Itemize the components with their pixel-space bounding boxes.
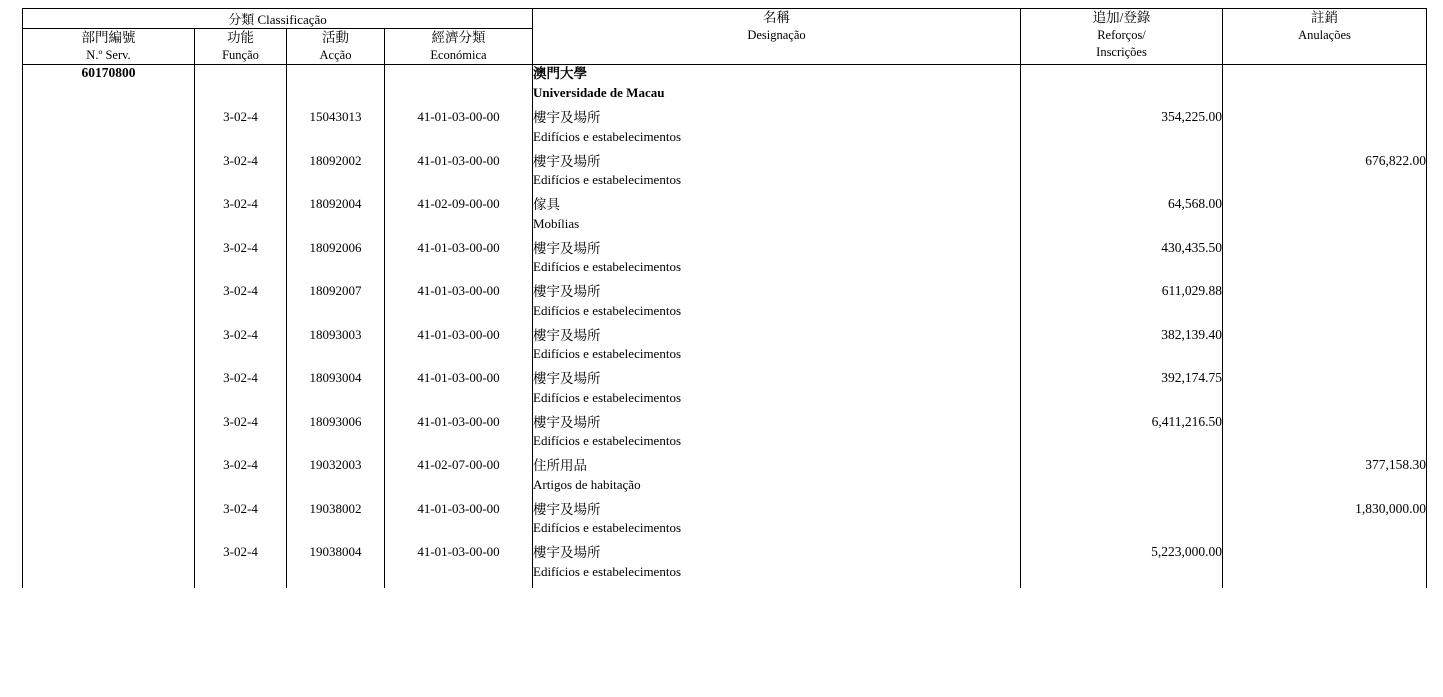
row-designacao-zh: 樓宇及場所	[533, 545, 601, 561]
row-designacao-pt: Artigos de habitação	[533, 476, 641, 492]
column-header-reforcos	[1021, 9, 1223, 65]
entity-accao	[287, 65, 385, 110]
row-designacao-pt: Edifícios e estabelecimentos	[533, 389, 682, 405]
row-anulacoes	[1223, 196, 1427, 240]
row-designacao-pt: Mobílias	[533, 215, 580, 231]
row-designacao	[533, 544, 1021, 588]
row-designacao-zh: 樓宇及場所	[533, 414, 601, 430]
row-designacao	[533, 196, 1021, 240]
table-row	[23, 370, 1427, 414]
row-designacao-pt: Edifícios e estabelecimentos	[533, 520, 682, 536]
entity-row	[23, 65, 1427, 110]
row-accao: 15043013	[287, 109, 385, 153]
budget-table	[22, 8, 1427, 588]
row-accao: 18092006	[287, 240, 385, 284]
row-reforcos: 611,029.88	[1021, 283, 1223, 327]
row-designacao	[533, 153, 1021, 197]
table-header-group-row	[23, 9, 1427, 29]
row-reforcos	[1021, 457, 1223, 501]
row-serv-no	[23, 457, 195, 501]
row-serv-no	[23, 109, 195, 153]
row-designacao-zh: 樓宇及場所	[533, 153, 601, 169]
row-anulacoes	[1223, 283, 1427, 327]
row-economica: 41-01-03-00-00	[385, 153, 533, 197]
column-header-anulacoes	[1223, 9, 1427, 65]
row-designacao-pt: Edifícios e estabelecimentos	[533, 172, 682, 188]
row-accao: 18092004	[287, 196, 385, 240]
row-designacao-zh: 樓宇及場所	[533, 371, 601, 387]
row-anulacoes	[1223, 109, 1427, 153]
table-row	[23, 327, 1427, 371]
row-economica: 41-02-07-00-00	[385, 457, 533, 501]
row-serv-no	[23, 153, 195, 197]
table-row	[23, 153, 1427, 197]
column-header-funcao-pt: Função	[222, 48, 259, 63]
row-designacao	[533, 501, 1021, 545]
row-designacao-zh: 樓宇及場所	[533, 240, 601, 256]
table-header	[23, 9, 1427, 65]
row-designacao	[533, 414, 1021, 458]
row-funcao: 3-02-4	[195, 283, 287, 327]
row-accao: 18093004	[287, 370, 385, 414]
row-designacao-zh: 樓宇及場所	[533, 110, 601, 126]
row-designacao-pt: Edifícios e estabelecimentos	[533, 128, 682, 144]
row-accao: 18093003	[287, 327, 385, 371]
table-row	[23, 109, 1427, 153]
row-designacao-zh: 住所用品	[533, 458, 587, 474]
row-funcao: 3-02-4	[195, 457, 287, 501]
row-designacao-pt: Edifícios e estabelecimentos	[533, 433, 682, 449]
column-header-servico-pt: N.º Serv.	[86, 48, 131, 63]
entity-funcao	[195, 65, 287, 110]
row-designacao-zh: 樓宇及場所	[533, 327, 601, 343]
row-reforcos	[1021, 501, 1223, 545]
table-body	[23, 65, 1427, 588]
row-designacao	[533, 370, 1021, 414]
row-reforcos: 64,568.00	[1021, 196, 1223, 240]
column-header-servico-zh: 部門編號	[81, 30, 136, 45]
row-designacao-zh: 傢具	[533, 197, 560, 213]
entity-economica	[385, 65, 533, 110]
row-serv-no	[23, 327, 195, 371]
row-funcao: 3-02-4	[195, 544, 287, 588]
entity-name-pt: Universidade de Macau	[533, 84, 665, 100]
table-row	[23, 240, 1427, 284]
column-header-funcao	[195, 29, 287, 65]
table-row	[23, 283, 1427, 327]
row-reforcos: 430,435.50	[1021, 240, 1223, 284]
row-economica: 41-01-03-00-00	[385, 240, 533, 284]
row-funcao: 3-02-4	[195, 327, 287, 371]
row-reforcos: 354,225.00	[1021, 109, 1223, 153]
column-header-accao-zh: 活動	[322, 30, 349, 45]
row-anulacoes	[1223, 327, 1427, 371]
row-designacao-zh: 樓宇及場所	[533, 501, 601, 517]
row-reforcos	[1021, 153, 1223, 197]
row-anulacoes	[1223, 370, 1427, 414]
column-header-economica-zh: 經濟分類	[431, 30, 486, 45]
row-accao: 19032003	[287, 457, 385, 501]
row-accao: 18092002	[287, 153, 385, 197]
row-serv-no	[23, 414, 195, 458]
row-serv-no	[23, 283, 195, 327]
row-economica: 41-01-03-00-00	[385, 414, 533, 458]
row-economica: 41-01-03-00-00	[385, 544, 533, 588]
row-designacao	[533, 457, 1021, 501]
row-funcao: 3-02-4	[195, 240, 287, 284]
row-anulacoes	[1223, 414, 1427, 458]
entity-anulacoes	[1223, 65, 1427, 110]
row-funcao: 3-02-4	[195, 370, 287, 414]
column-header-designacao-zh: 名稱	[763, 10, 790, 25]
column-header-designacao	[533, 9, 1021, 65]
row-funcao: 3-02-4	[195, 196, 287, 240]
row-anulacoes: 1,830,000.00	[1223, 501, 1427, 545]
column-header-accao-pt: Acção	[319, 48, 352, 63]
row-economica: 41-01-03-00-00	[385, 327, 533, 371]
column-header-funcao-zh: 功能	[227, 30, 254, 45]
row-accao: 18093006	[287, 414, 385, 458]
classificacao-group-header: 分類 Classificação	[23, 9, 533, 29]
column-header-economica-pt: Económica	[430, 48, 487, 63]
entity-reforcos	[1021, 65, 1223, 110]
column-header-anulacoes-zh: 註銷	[1311, 10, 1338, 25]
row-designacao-pt: Edifícios e estabelecimentos	[533, 302, 682, 318]
row-designacao	[533, 109, 1021, 153]
row-accao: 18092007	[287, 283, 385, 327]
row-funcao: 3-02-4	[195, 153, 287, 197]
row-anulacoes	[1223, 544, 1427, 588]
row-designacao	[533, 283, 1021, 327]
row-anulacoes: 377,158.30	[1223, 457, 1427, 501]
table-row	[23, 544, 1427, 588]
row-reforcos: 382,139.40	[1021, 327, 1223, 371]
column-header-accao	[287, 29, 385, 65]
row-serv-no	[23, 370, 195, 414]
row-economica: 41-01-03-00-00	[385, 283, 533, 327]
column-header-reforcos-pt2: Inscrições	[1096, 45, 1147, 60]
row-serv-no	[23, 544, 195, 588]
column-header-reforcos-pt: Reforços/	[1097, 28, 1146, 43]
table-row	[23, 501, 1427, 545]
row-reforcos: 5,223,000.00	[1021, 544, 1223, 588]
column-header-servico	[23, 29, 195, 65]
row-reforcos: 392,174.75	[1021, 370, 1223, 414]
row-designacao-pt: Edifícios e estabelecimentos	[533, 259, 682, 275]
column-header-designacao-pt: Designação	[747, 28, 806, 43]
row-anulacoes: 676,822.00	[1223, 153, 1427, 197]
row-economica: 41-01-03-00-00	[385, 501, 533, 545]
entity-designacao	[533, 65, 1021, 110]
row-economica: 41-02-09-00-00	[385, 196, 533, 240]
row-reforcos: 6,411,216.50	[1021, 414, 1223, 458]
entity-serv-no: 60170800	[23, 65, 195, 110]
row-serv-no	[23, 501, 195, 545]
entity-name-zh: 澳門大學	[533, 66, 587, 82]
row-serv-no	[23, 240, 195, 284]
row-anulacoes	[1223, 240, 1427, 284]
row-serv-no	[23, 196, 195, 240]
table-row	[23, 196, 1427, 240]
column-header-anulacoes-pt: Anulações	[1298, 28, 1351, 43]
row-designacao-pt: Edifícios e estabelecimentos	[533, 346, 682, 362]
row-designacao	[533, 240, 1021, 284]
column-header-economica	[385, 29, 533, 65]
row-accao: 19038004	[287, 544, 385, 588]
row-designacao-pt: Edifícios e estabelecimentos	[533, 563, 682, 579]
column-header-reforcos-zh: 追加/登錄	[1092, 10, 1151, 25]
row-funcao: 3-02-4	[195, 501, 287, 545]
row-economica: 41-01-03-00-00	[385, 370, 533, 414]
table-row	[23, 457, 1427, 501]
row-economica: 41-01-03-00-00	[385, 109, 533, 153]
row-funcao: 3-02-4	[195, 109, 287, 153]
row-designacao	[533, 327, 1021, 371]
table-row	[23, 414, 1427, 458]
row-designacao-zh: 樓宇及場所	[533, 284, 601, 300]
row-funcao: 3-02-4	[195, 414, 287, 458]
row-accao: 19038002	[287, 501, 385, 545]
